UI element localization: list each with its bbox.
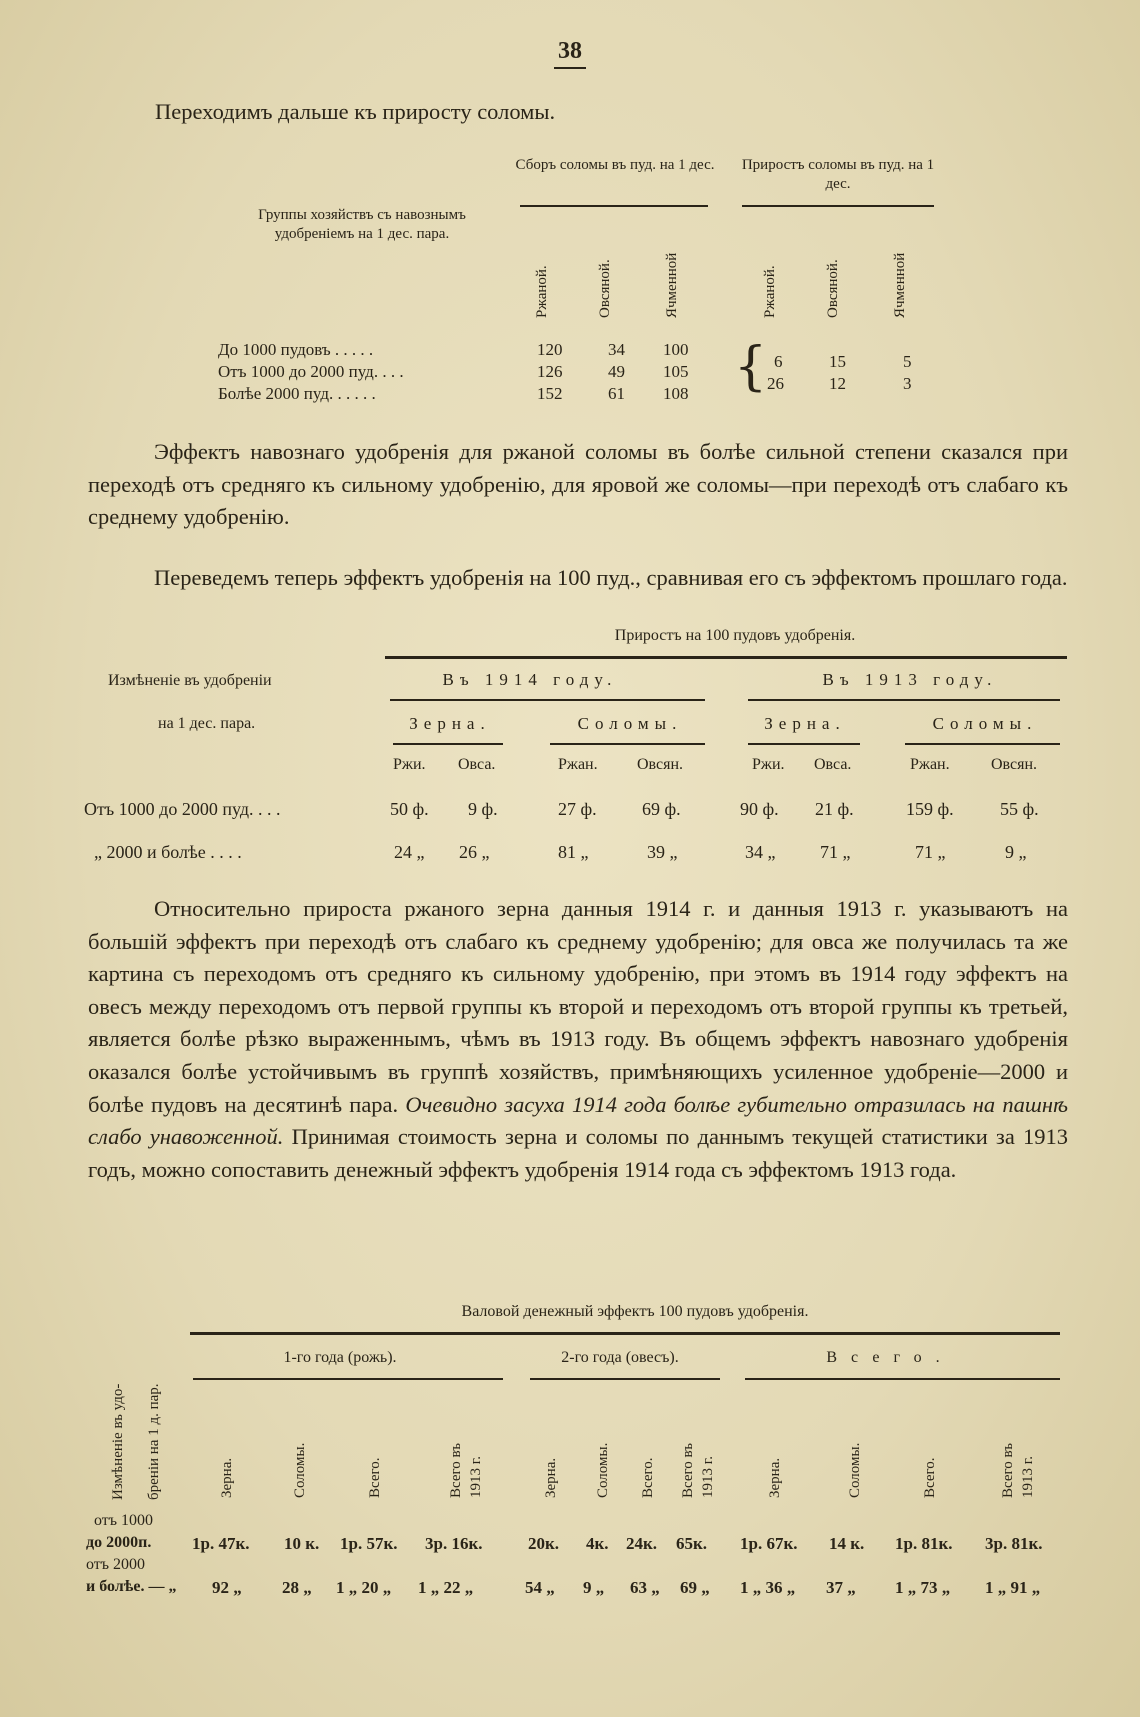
t3-cell: 63 „	[630, 1578, 660, 1597]
t1-growth-cell: 15	[829, 352, 846, 371]
t3-cell: 1 „ 20 „	[336, 1578, 392, 1597]
t1-cell: 108	[663, 384, 689, 403]
t3-rule	[745, 1378, 1060, 1380]
t2-sub: Ржи.	[752, 756, 785, 773]
t2-cell: 27 ф.	[558, 799, 597, 819]
t2-cell: 55 ф.	[1000, 799, 1039, 819]
t3-row-label: до 2000п.	[86, 1534, 152, 1551]
t2-cell: 34 „	[745, 842, 776, 862]
t1-cell: 120	[537, 340, 563, 359]
t3-cell: 1 „ 36 „	[740, 1578, 796, 1597]
t3-cell: 9 „	[583, 1578, 605, 1597]
t1-cell: 49	[608, 362, 625, 381]
t2-cell: 24 „	[394, 842, 425, 862]
t2-rule	[393, 743, 503, 745]
t3-cell: 1р. 57к.	[340, 1534, 398, 1553]
t3-col: Соломы.	[847, 1442, 863, 1498]
t2-cell: 81 „	[558, 842, 589, 862]
t2-year-1913: Въ 1913 году.	[822, 670, 998, 689]
t3-col: 1913 г.	[700, 1456, 716, 1498]
analysis-tail: Принимая стоимость зерна и соломы по даннымъ текущей статистики за 1913 годъ, можно сопоставить денежный эффектъ удобренія 1914 года съ эффектомъ 1913 года.	[88, 1124, 1069, 1182]
t3-row-label: отъ 2000	[86, 1556, 146, 1573]
t3-col: Соломы.	[292, 1442, 308, 1498]
t3-cell: 92 „	[212, 1578, 242, 1597]
t3-group2: 2-го года (овесъ).	[561, 1349, 679, 1366]
t2-cell: 9 ф.	[468, 799, 498, 819]
t3-col: 1913 г.	[1020, 1456, 1036, 1498]
col-rye-growth: Ржаной.	[762, 265, 778, 318]
t3-cell: 10 к.	[284, 1534, 320, 1553]
t2-rule	[748, 743, 860, 745]
t3-col: Всего въ	[448, 1443, 464, 1498]
t3-col: Всего въ	[1000, 1443, 1016, 1498]
t2-sub: Овса.	[458, 756, 496, 773]
t3-cell: 1р. 67к.	[740, 1534, 798, 1553]
t3-cell: 1 „ 91 „	[985, 1578, 1041, 1597]
t3-rule	[193, 1378, 503, 1380]
t2-rule	[905, 743, 1060, 745]
t3-top-rule	[190, 1332, 1060, 1335]
t2-straw-1913: Соломы.	[932, 714, 1038, 733]
t3-col: Зерна.	[219, 1457, 235, 1498]
t3-cell: 14 к.	[829, 1534, 865, 1553]
t3-col: 1913 г.	[468, 1456, 484, 1498]
t1-growth-cell: 26	[767, 374, 784, 393]
t2-straw-1914: Соломы.	[577, 714, 683, 733]
t3-cell: 69 „	[680, 1578, 710, 1597]
t1-cell: 126	[537, 362, 563, 381]
t3-cell: 4к.	[586, 1534, 609, 1553]
t2-sub: Овсян.	[991, 756, 1038, 773]
t3-row-header: Измѣненіе въ удо-	[110, 1383, 126, 1500]
t2-sub: Овса.	[814, 756, 852, 773]
t2-cell: 50 ф.	[390, 799, 429, 819]
t2-top-rule	[385, 656, 1067, 659]
brace-glyph: {	[734, 337, 768, 397]
t1-row-label: Болѣе 2000 пуд. . . . . .	[218, 384, 376, 403]
t2-sub: Овсян.	[637, 756, 684, 773]
t1-cell: 34	[608, 340, 625, 359]
t3-cell: 54 „	[525, 1578, 555, 1597]
t2-cell: 39 „	[647, 842, 678, 862]
analysis-italic: Очевидно засуха 1914 года болѣе губительно отразилась на пашнѣ слабо унавоженной.	[88, 1091, 1068, 1150]
t2-rule	[748, 699, 1060, 701]
t3-col: Всего.	[922, 1457, 938, 1498]
t1-cell: 61	[608, 384, 625, 403]
t2-cell: 26 „	[459, 842, 490, 862]
t1-row-label: Отъ 1000 до 2000 пуд. . . .	[218, 362, 404, 381]
t3-row-header: бреніи на 1 д. пар.	[146, 1383, 162, 1500]
t3-col: Соломы.	[595, 1442, 611, 1498]
t2-cell: 71 „	[915, 842, 946, 862]
t2-year-1914: Въ 1914 году.	[442, 670, 618, 689]
t3-cell: 65к.	[676, 1534, 708, 1553]
t3-cell: 1 „ 73 „	[895, 1578, 951, 1597]
t2-row-label: „ 2000 и болѣе . . . .	[94, 842, 242, 862]
t2-cell: 71 „	[820, 842, 851, 862]
t1-growth-cell: 12	[829, 374, 846, 393]
yield-rule	[520, 205, 708, 207]
t3-rule	[530, 1378, 720, 1380]
t3-group3: Всего.	[826, 1349, 954, 1366]
yield-header: Сборъ соломы въ пуд. на 1 дес.	[515, 157, 715, 173]
t1-cell: 100	[663, 340, 689, 359]
group-header: Группы хозяйствъ съ навознымъ удобреніемъ на 1 дес. пара.	[258, 207, 466, 242]
t3-col: Зерна.	[543, 1457, 559, 1498]
t2-grain-1914: Зерна.	[409, 714, 491, 733]
t2-sub: Ржи.	[393, 756, 426, 773]
t3-cell: 1р. 47к.	[192, 1534, 250, 1553]
t3-cell: 1 „ 22 „	[418, 1578, 474, 1597]
col-barley-growth: Ячменной	[892, 252, 908, 318]
col-rye: Ржаной.	[534, 265, 550, 318]
t3-cell: 20к.	[528, 1534, 560, 1553]
t1-growth-cell: 3	[903, 374, 912, 393]
col-oat: Овсяной.	[597, 259, 613, 318]
t1-cell: 105	[663, 362, 689, 381]
t2-row-header: Измѣненіе въ удобреніи	[108, 672, 272, 689]
paragraph-effect-straw: Эффектъ навознаго удобренія для ржаной соломы въ болѣе сильной степени сказался при переходѣ отъ средняго къ сильному удобренію, для яровой же соломы—при переходѣ отъ слабаго къ среднему удобренію.	[88, 439, 1068, 530]
t3-row-label: и болѣе. — „	[86, 1578, 177, 1595]
t2-cell: 69 ф.	[642, 799, 681, 819]
t2-row-header: на 1 дес. пара.	[158, 715, 256, 732]
col-oat-growth: Овсяной.	[825, 259, 841, 318]
t2-title: Приростъ на 100 пудовъ удобренія.	[614, 627, 856, 644]
paragraph-analysis	[88, 893, 1068, 1186]
col-barley: Ячменной	[664, 252, 680, 318]
t1-growth-cell: 6	[774, 352, 783, 371]
t3-col: Всего.	[367, 1457, 383, 1498]
t3-cell: 1р. 81к.	[895, 1534, 953, 1553]
t2-cell: 21 ф.	[815, 799, 854, 819]
t1-growth-cell: 5	[903, 352, 912, 371]
t3-cell: 28 „	[282, 1578, 312, 1597]
t2-rule	[390, 699, 705, 701]
growth-header: Приростъ соломы въ пуд. на 1 дес.	[741, 157, 935, 192]
t3-cell: 24к.	[626, 1534, 658, 1553]
t2-cell: 90 ф.	[740, 799, 779, 819]
intro-line: Переходимъ дальше къ приросту соломы.	[155, 99, 556, 124]
t3-col: Всего.	[640, 1457, 656, 1498]
t3-cell: 3р. 81к.	[985, 1534, 1043, 1553]
t2-cell: 159 ф.	[906, 799, 954, 819]
t2-grain-1913: Зерна.	[764, 714, 846, 733]
t1-row-label: До 1000 пудовъ . . . . .	[218, 340, 374, 359]
t2-row-label: Отъ 1000 до 2000 пуд. . . .	[84, 799, 281, 819]
analysis-text: Относительно прироста ржаного зерна данныя 1914 г. и данныя 1913 г. указываютъ на большій эффектъ при переходѣ отъ слабаго къ среднему удобренію; для овса же получилась та же картина съ переходомъ отъ средняго къ сильному удобренію, при этомъ въ 1914 году эффектъ на овесъ между переходомъ отъ первой группы къ второй и переходомъ отъ второй группы къ третьей, является болѣе рѣзко выраженнымъ, чѣмъ въ 1913 году. Въ общемъ эффектъ навознаго удобренія оказался болѣе устойчивымъ въ группѣ хозяйствъ, примѣняющихъ усиленное удобреніе—2000 и болѣе пудовъ на десятинѣ пара.	[88, 896, 1068, 1117]
t2-sub: Ржан.	[910, 756, 950, 773]
page-number: 38	[0, 38, 1140, 65]
t2-rule	[550, 743, 705, 745]
t3-cell: 3р. 16к.	[425, 1534, 483, 1553]
growth-rule	[742, 205, 934, 207]
t3-col: Всего въ	[680, 1443, 696, 1498]
t3-group1: 1-го года (рожь).	[283, 1349, 397, 1366]
t3-row-label: отъ 1000	[94, 1512, 154, 1529]
t3-title: Валовой денежный эффектъ 100 пудовъ удобренія.	[461, 1303, 809, 1320]
t1-cell: 152	[537, 384, 563, 403]
t2-sub: Ржан.	[558, 756, 598, 773]
t3-cell: 37 „	[826, 1578, 856, 1597]
t2-cell: 9 „	[1005, 842, 1027, 862]
paragraph-convert: Переведемъ теперь эффектъ удобренія на 100 пуд., сравнивая его съ эффектомъ прошлаго года.	[154, 565, 1068, 590]
t3-col: Зерна.	[767, 1457, 783, 1498]
